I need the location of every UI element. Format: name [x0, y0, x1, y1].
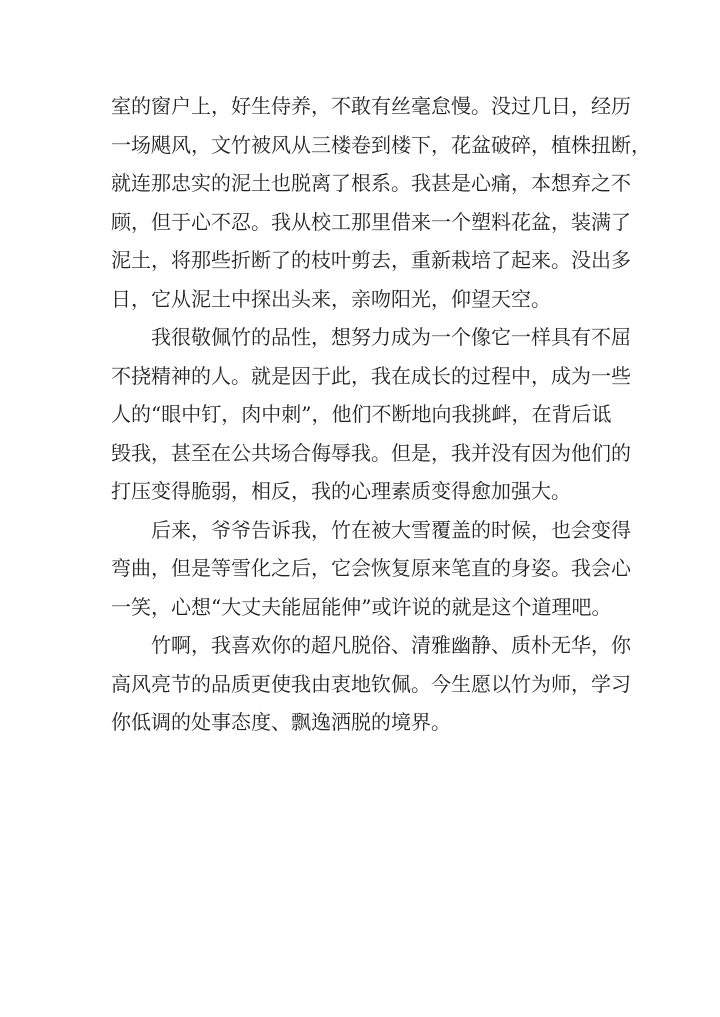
text-line: 毁我，甚至在公共场合侮辱我。但是，我并没有因为他们的: [111, 440, 631, 465]
paragraph-first-line: 后来，爷爷告诉我，竹在被大雪覆盖的时候，也会变得: [151, 517, 631, 542]
text-line: 人的“眼中钉，肉中刺”，他们不断地向我挑衅，在背后诋: [111, 402, 612, 426]
text-line: 室的窗户上，好生侍养，不敢有丝毫怠慢。没过几日，经历: [111, 94, 631, 118]
text-line: 弯曲，但是等雪化之后，它会恢复原来笔直的身姿。我会心: [111, 556, 631, 580]
text-line: 不挠精神的人。就是因于此，我在成长的过程中，成为一些: [111, 363, 631, 388]
paragraph-first-line: 竹啊，我喜欢你的超凡脱俗、清雅幽静、质朴无华，你: [151, 633, 631, 657]
text-line: 一场飓风，文竹被风从三楼卷到楼下，花盆破碎，植株扭断，: [111, 132, 651, 157]
text-line: 泥土，将那些折断了的枝叶剪去，重新栽培了起来。没出多: [111, 248, 631, 272]
text-line: 你低调的处事态度、飘逸洒脱的境界。: [111, 710, 451, 734]
text-line: 高风亮节的品质更使我由衷地钦佩。今生愿以竹为师，学习: [111, 671, 631, 696]
text-line: 日，它从泥土中探出头来，亲吻阳光，仰望天空。: [111, 286, 551, 311]
text-line: 打压变得脆弱，相反，我的心理素质变得愈加强大。: [111, 479, 571, 503]
text-line: 就连那忠实的泥土也脱离了根系。我甚是心痛，本想弃之不: [111, 171, 631, 195]
essay-body: [111, 87, 651, 742]
text-line: 顾，但于心不忍。我从校工那里借来一个塑料花盆，装满了: [111, 209, 631, 234]
text-line: 一笑，心想“大丈夫能屈能伸”或许说的就是这个道理吧。: [111, 594, 612, 619]
paragraph-first-line: 我很敬佩竹的品性，想努力成为一个像它一样具有不屈: [151, 325, 631, 349]
